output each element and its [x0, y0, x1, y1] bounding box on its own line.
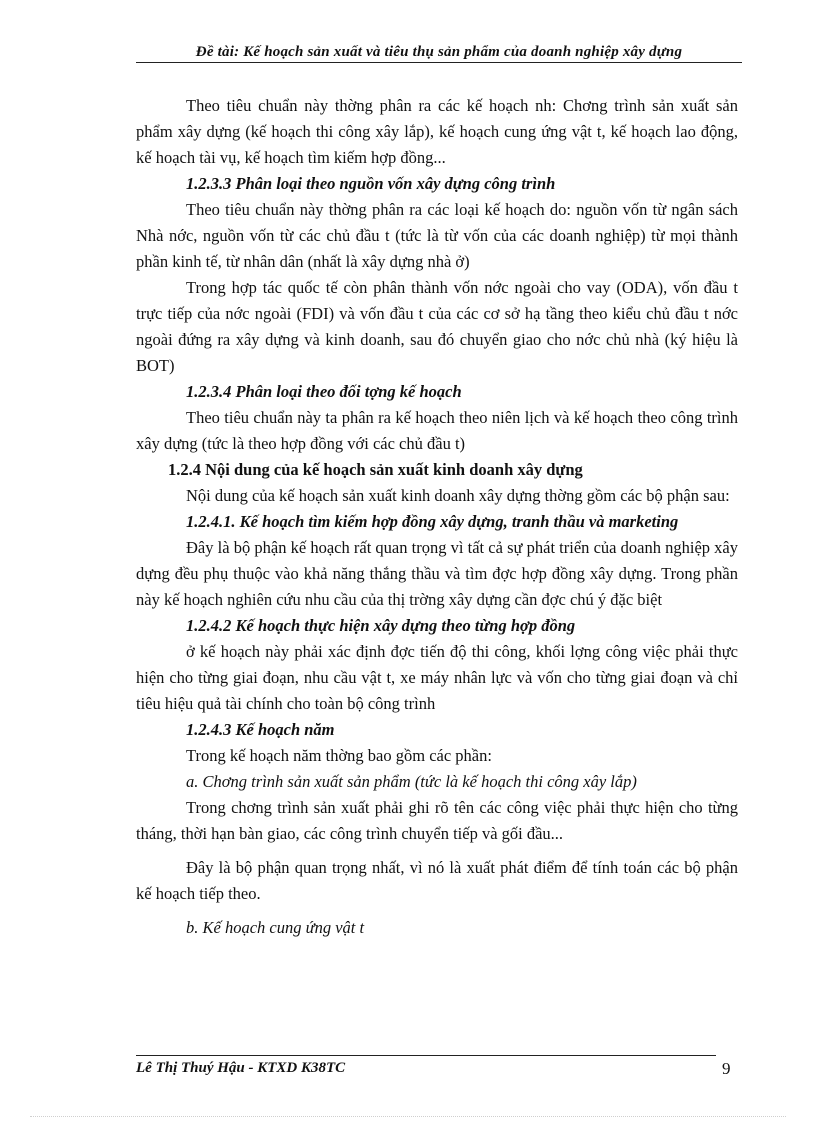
- document-body: [136, 93, 738, 941]
- section-heading-1-2-4-1: 1.2.4.1. Kế hoạch tìm kiếm hợp đồng xây dựng, tranh thầu và marketing: [186, 512, 679, 531]
- page-header-title: Đề tài: Kế hoạch sản xuất và tiêu thụ sản phẩm của doanh nghiệp xây dựng: [136, 44, 742, 63]
- section-heading-1-2-3-3: 1.2.3.3 Phân loại theo nguồn vốn xây dựng công trình: [186, 174, 556, 193]
- paragraph: Nội dung của kế hoạch sản xuất kinh doanh xây dựng thờng gồm các bộ phận sau:: [186, 486, 730, 505]
- paragraph: Trong kế hoạch năm thờng bao gồm các phần:: [186, 746, 492, 765]
- paragraph: Theo tiêu chuẩn này thờng phân ra các loại kế hoạch do: nguồn vốn từ ngân sách Nhà nớc, nguồn vốn từ các chủ đầu t (tức là từ vốn của các doanh nghiệp) từ mọi thành phần kinh tế, từ nhân dân (nhất là xây dựng nhà ở): [136, 200, 738, 271]
- paragraph: Trong chơng trình sản xuất phải ghi rõ tên các công việc phải thực hiện cho từng tháng, thời hạn bàn giao, các công trình chuyển tiếp và gối đầu...: [136, 798, 738, 843]
- footer-author: Lê Thị Thuý Hậu - KTXD K38TC: [136, 1060, 346, 1076]
- section-heading-1-2-4-2: 1.2.4.2 Kế hoạch thực hiện xây dựng theo từng hợp đồng: [186, 616, 576, 635]
- paragraph: Đây là bộ phận quan trọng nhất, vì nó là xuất phát điểm để tính toán các bộ phận kế hoạch tiếp theo.: [136, 858, 738, 903]
- page-bottom-dotted-divider: [30, 1116, 786, 1117]
- paragraph: Trong hợp tác quốc tế còn phân thành vốn nớc ngoài cho vay (ODA), vốn đầu t trực tiếp của nớc ngoài (FDI) và vốn đầu t của các cơ sở hạ tầng theo kiểu chủ đầu t nớc ngoài đứng ra xây dựng và kinh doanh, sau đó chuyển giao cho nớc chủ nhà (ký hiệu là BOT): [136, 278, 738, 375]
- paragraph: Theo tiêu chuẩn này thờng phân ra các kế hoạch nh: Chơng trình sản xuất sản phẩm xây dựng (kế hoạch thi công xây lắp), kế hoạch cung ứng vật t, kế hoạch lao động, kế hoạch tài vụ, kế hoạch tìm kiếm hợp đồng...: [136, 96, 738, 167]
- section-heading-1-2-3-4: 1.2.3.4 Phân loại theo đối tợng kế hoạch: [186, 382, 462, 401]
- footer-divider: [136, 1055, 716, 1056]
- section-heading-1-2-4-3: 1.2.4.3 Kế hoạch năm: [186, 720, 335, 739]
- paragraph: ở kế hoạch này phải xác định đợc tiến độ thi công, khối lợng công việc phải thực hiện cho từng giai đoạn, nhu cầu vật t, xe máy nhân lực và vốn cho từng giai đoạn và chỉ tiêu hiệu quả tài chính cho toàn bộ công trình: [136, 642, 738, 713]
- section-heading-1-2-4: 1.2.4 Nội dung của kế hoạch sản xuất kinh doanh xây dựng: [168, 460, 583, 479]
- subsection-a: a. Chơng trình sản xuất sản phẩm (tức là kế hoạch thi công xây lắp): [186, 772, 637, 791]
- paragraph: Đây là bộ phận kế hoạch rất quan trọng vì tất cả sự phát triển của doanh nghiệp xây dựng đều phụ thuộc vào khả năng thắng thầu và tìm đợc hợp đồng xây dựng. Trong phần này kế hoạch nghiên cứu nhu cầu của thị trờng xây dựng cần đợc chú ý đặc biệt: [136, 538, 738, 609]
- page-number: 9: [722, 1059, 731, 1078]
- subsection-b: b. Kế hoạch cung ứng vật t: [186, 918, 365, 937]
- paragraph: Theo tiêu chuẩn này ta phân ra kế hoạch theo niên lịch và kế hoạch theo công trình xây dựng (tức là theo hợp đồng với các chủ đầu t): [136, 408, 738, 453]
